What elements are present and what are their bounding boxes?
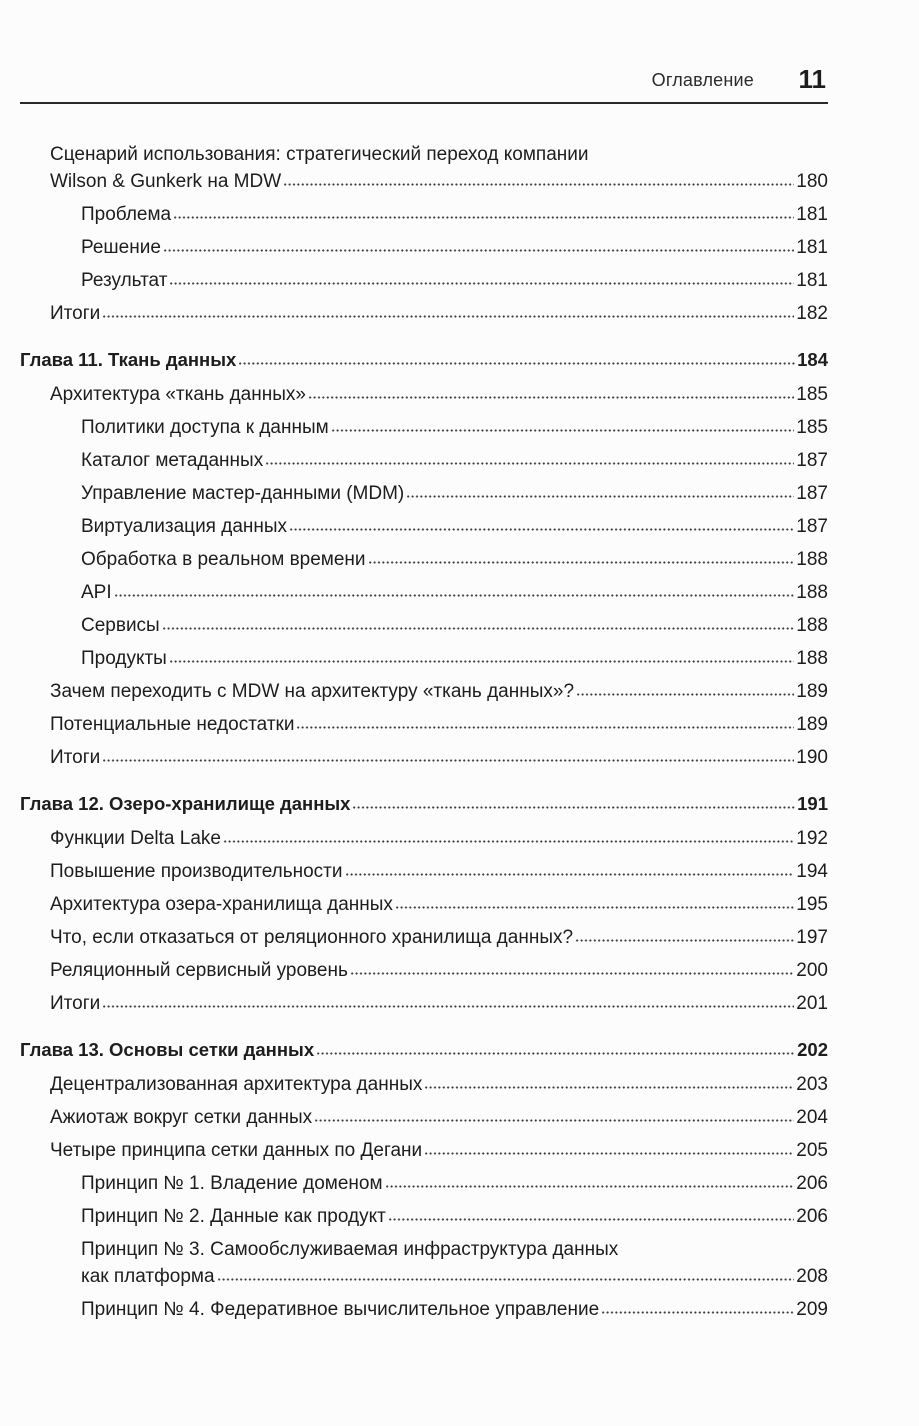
toc-entry-page-number: 191 bbox=[797, 793, 828, 814]
toc-entry-page-number: 188 bbox=[796, 582, 828, 603]
toc-subsection-entry[interactable] bbox=[81, 642, 828, 675]
dot-leader bbox=[345, 872, 795, 877]
toc-entry-title: Функции Delta Lake bbox=[50, 828, 221, 849]
toc-entry-line bbox=[50, 987, 828, 1020]
dot-leader bbox=[406, 494, 794, 499]
dot-leader bbox=[575, 938, 794, 943]
toc-entry-title: Wilson & Gunkerk на MDW bbox=[50, 171, 282, 192]
toc-entry-title: Итоги bbox=[50, 747, 101, 768]
toc-entry-page-number: 206 bbox=[796, 1173, 828, 1194]
toc-entry-page-number: 180 bbox=[796, 171, 828, 192]
dot-leader bbox=[576, 692, 794, 697]
toc-entry-page-number: 187 bbox=[796, 483, 828, 504]
dot-leader bbox=[162, 626, 795, 631]
toc-entry-line bbox=[50, 675, 828, 708]
toc-entry-line bbox=[81, 444, 828, 477]
toc-entry-title: Глава 11. Ткань данных bbox=[20, 349, 237, 370]
dot-leader bbox=[331, 428, 795, 433]
toc-entry-title: Ажиотаж вокруг сетки данных bbox=[50, 1107, 313, 1128]
toc-entry-page-number: 184 bbox=[797, 349, 828, 370]
toc-entry-page-number: 188 bbox=[796, 648, 828, 669]
dot-leader bbox=[173, 215, 794, 220]
toc-entry-page-number: 192 bbox=[796, 828, 828, 849]
toc-entry-title: Принцип № 2. Данные как продукт bbox=[81, 1206, 386, 1227]
toc-section-entry[interactable] bbox=[50, 921, 828, 954]
toc-entry-title: Принцип № 1. Владение доменом bbox=[81, 1173, 383, 1194]
toc-subsection-entry[interactable] bbox=[81, 543, 828, 576]
toc-entry-title: Глава 12. Озеро-хранилище данных bbox=[20, 793, 351, 814]
toc-entry-page-number: 209 bbox=[796, 1299, 828, 1320]
toc-entry-title: Архитектура озера-хранилища данных bbox=[50, 894, 393, 915]
dot-leader bbox=[102, 314, 794, 319]
toc-section-entry[interactable] bbox=[50, 741, 828, 774]
dot-leader bbox=[102, 1004, 794, 1009]
toc-entry-title: Четыре принципа сетки данных по Дегани bbox=[50, 1140, 423, 1161]
toc-entry-title-line: Сценарий использования: стратегический переход компании bbox=[50, 144, 589, 165]
toc-section-entry[interactable] bbox=[50, 297, 828, 330]
toc-entry-line bbox=[50, 888, 828, 921]
dot-leader bbox=[316, 1051, 795, 1056]
toc-entry-line bbox=[81, 264, 828, 297]
dot-leader bbox=[102, 758, 794, 763]
toc-entry-page-number: 185 bbox=[796, 417, 828, 438]
toc-subsection-entry[interactable] bbox=[81, 1293, 828, 1326]
toc-section-entry[interactable] bbox=[50, 378, 828, 411]
toc-entry-line bbox=[20, 786, 828, 822]
dot-leader bbox=[265, 461, 794, 466]
toc-entry-page-number: 201 bbox=[796, 993, 828, 1014]
dot-leader bbox=[296, 725, 794, 730]
toc-entry-page-number: 194 bbox=[796, 861, 828, 882]
toc-entry-line bbox=[50, 741, 828, 774]
toc-entry-title: Продукты bbox=[81, 648, 167, 669]
toc-subsection-entry[interactable] bbox=[81, 1167, 828, 1200]
toc-entry-page-number: 200 bbox=[796, 960, 828, 981]
dot-leader bbox=[352, 805, 795, 810]
toc-chapter-entry[interactable] bbox=[20, 1032, 828, 1068]
toc-entry-page-number: 189 bbox=[796, 681, 828, 702]
toc-entry-page-number: 202 bbox=[797, 1039, 828, 1060]
toc-chapter-entry[interactable] bbox=[20, 786, 828, 822]
toc-entry-title-line: Принцип № 3. Самообслуживаемая инфраструктура данных bbox=[81, 1239, 619, 1260]
toc-entry-line bbox=[81, 642, 828, 675]
toc-section-entry[interactable] bbox=[50, 987, 828, 1020]
toc-subsection-entry[interactable] bbox=[81, 477, 828, 510]
toc-entry-title: Реляционный сервисный уровень bbox=[50, 960, 348, 981]
toc-entry-page-number: 203 bbox=[796, 1074, 828, 1095]
toc-subsection-entry[interactable] bbox=[81, 411, 828, 444]
toc-entry-line bbox=[50, 297, 828, 330]
toc-entry-line bbox=[81, 1167, 828, 1200]
toc-entry-page-number: 187 bbox=[796, 450, 828, 471]
toc-entry-line bbox=[50, 855, 828, 888]
toc-subsection-entry[interactable] bbox=[81, 264, 828, 297]
toc-entry-page-number: 188 bbox=[796, 549, 828, 570]
header-page-number: 11 bbox=[798, 64, 826, 94]
dot-leader bbox=[424, 1085, 794, 1090]
toc-entry-title: Децентрализованная архитектура данных bbox=[50, 1074, 423, 1095]
toc-entry-line bbox=[81, 198, 828, 231]
toc-entry-page-number: 208 bbox=[796, 1266, 828, 1287]
running-header bbox=[20, 62, 828, 104]
toc-entry-page-number: 190 bbox=[796, 747, 828, 768]
toc-section-entry[interactable] bbox=[50, 888, 828, 921]
dot-leader bbox=[283, 182, 794, 187]
toc-entry-line bbox=[81, 510, 828, 543]
toc-entry-page-number: 205 bbox=[796, 1140, 828, 1161]
toc-entry-line bbox=[50, 954, 828, 987]
toc-entry-title: Зачем переходить с MDW на архитектуру «ткань данных»? bbox=[50, 681, 575, 702]
toc-entry-page-number: 181 bbox=[796, 237, 828, 258]
toc-entry-line bbox=[50, 708, 828, 741]
toc-section-entry[interactable] bbox=[50, 822, 828, 855]
dot-leader bbox=[385, 1184, 795, 1189]
toc-chapter-entry[interactable] bbox=[20, 342, 828, 378]
toc-entry-title: Каталог метаданных bbox=[81, 450, 264, 471]
toc-entry-title: Управление мастер-данными (MDM) bbox=[81, 483, 405, 504]
dot-leader bbox=[238, 361, 795, 366]
toc-entry-line bbox=[50, 822, 828, 855]
dot-leader bbox=[368, 560, 795, 565]
toc-entry-line bbox=[20, 1032, 828, 1068]
dot-leader bbox=[289, 527, 794, 532]
toc-entry-line bbox=[50, 921, 828, 954]
toc-entry-page-number: 195 bbox=[796, 894, 828, 915]
toc-entry-title: Результат bbox=[81, 270, 168, 291]
dot-leader bbox=[388, 1217, 794, 1222]
toc-subsection-entry[interactable] bbox=[81, 576, 828, 609]
table-of-contents bbox=[0, 138, 919, 1326]
toc-entry-page-number: 206 bbox=[796, 1206, 828, 1227]
toc-entry-page-number: 181 bbox=[796, 204, 828, 225]
toc-entry-line bbox=[81, 576, 828, 609]
dot-leader bbox=[308, 395, 794, 400]
toc-section-entry[interactable] bbox=[50, 1134, 828, 1167]
toc-subsection-entry[interactable] bbox=[81, 1233, 828, 1293]
toc-entry-page-number: 181 bbox=[796, 270, 828, 291]
toc-entry-title: Решение bbox=[81, 237, 161, 258]
toc-entry-title: Что, если отказаться от реляционного хранилища данных? bbox=[50, 927, 574, 948]
dot-leader bbox=[314, 1118, 794, 1123]
toc-entry-line bbox=[81, 609, 828, 642]
toc-section-entry[interactable] bbox=[50, 1101, 828, 1134]
toc-entry-line bbox=[81, 1293, 828, 1326]
toc-entry-title: Обработка в реальном времени bbox=[81, 549, 366, 570]
toc-section-entry[interactable] bbox=[50, 1068, 828, 1101]
toc-entry-page-number: 188 bbox=[796, 615, 828, 636]
dot-leader bbox=[169, 281, 794, 286]
dot-leader bbox=[169, 659, 794, 664]
toc-subsection-entry[interactable] bbox=[81, 609, 828, 642]
toc-entry-page-number: 187 bbox=[796, 516, 828, 537]
toc-entry-line bbox=[50, 165, 828, 198]
toc-entry-line bbox=[50, 378, 828, 411]
toc-subsection-entry[interactable] bbox=[81, 510, 828, 543]
toc-subsection-entry[interactable] bbox=[81, 1200, 828, 1233]
toc-entry-page-number: 185 bbox=[796, 384, 828, 405]
dot-leader bbox=[217, 1277, 795, 1282]
toc-entry-title: Сервисы bbox=[81, 615, 160, 636]
toc-subsection-entry[interactable] bbox=[81, 198, 828, 231]
toc-entry-line bbox=[50, 1068, 828, 1101]
toc-entry-line bbox=[81, 1260, 828, 1293]
toc-subsection-entry[interactable] bbox=[81, 444, 828, 477]
toc-entry-line bbox=[81, 477, 828, 510]
toc-section-entry[interactable] bbox=[50, 675, 828, 708]
header-title: Оглавление bbox=[651, 70, 754, 90]
toc-entry-page-number: 204 bbox=[796, 1107, 828, 1128]
toc-entry-page-number: 182 bbox=[796, 303, 828, 324]
toc-entry-line bbox=[81, 543, 828, 576]
toc-section-entry[interactable] bbox=[50, 954, 828, 987]
toc-section-entry[interactable] bbox=[50, 708, 828, 741]
toc-entry-line bbox=[50, 1101, 828, 1134]
toc-entry-page-number: 189 bbox=[796, 714, 828, 735]
toc-entry-title: API bbox=[81, 582, 112, 603]
toc-entry-line bbox=[81, 1200, 828, 1233]
toc-section-entry[interactable] bbox=[50, 138, 828, 198]
dot-leader bbox=[395, 905, 794, 910]
toc-section-entry[interactable] bbox=[50, 855, 828, 888]
toc-entry-title: как платформа bbox=[81, 1266, 215, 1287]
dot-leader bbox=[601, 1310, 794, 1315]
dot-leader bbox=[350, 971, 794, 976]
toc-entry-title: Глава 13. Основы сетки данных bbox=[20, 1039, 315, 1060]
toc-entry-title: Итоги bbox=[50, 993, 101, 1014]
toc-entry-title: Архитектура «ткань данных» bbox=[50, 384, 306, 405]
toc-entry-line bbox=[81, 231, 828, 264]
toc-entry-page-number: 197 bbox=[796, 927, 828, 948]
toc-entry-title: Проблема bbox=[81, 204, 172, 225]
dot-leader bbox=[114, 593, 795, 598]
toc-entry-title: Итоги bbox=[50, 303, 101, 324]
toc-entry-title: Политики доступа к данным bbox=[81, 417, 329, 438]
toc-entry-line bbox=[20, 342, 828, 378]
toc-entry-title: Виртуализация данных bbox=[81, 516, 288, 537]
dot-leader bbox=[163, 248, 794, 253]
toc-entry-title: Принцип № 4. Федеративное вычислительное управление bbox=[81, 1299, 600, 1320]
toc-entry-line bbox=[50, 1134, 828, 1167]
toc-entry-line bbox=[81, 411, 828, 444]
dot-leader bbox=[424, 1151, 794, 1156]
dot-leader bbox=[223, 839, 794, 844]
toc-entry-title: Повышение производительности bbox=[50, 861, 343, 882]
toc-subsection-entry[interactable] bbox=[81, 231, 828, 264]
toc-entry-title: Потенциальные недостатки bbox=[50, 714, 295, 735]
